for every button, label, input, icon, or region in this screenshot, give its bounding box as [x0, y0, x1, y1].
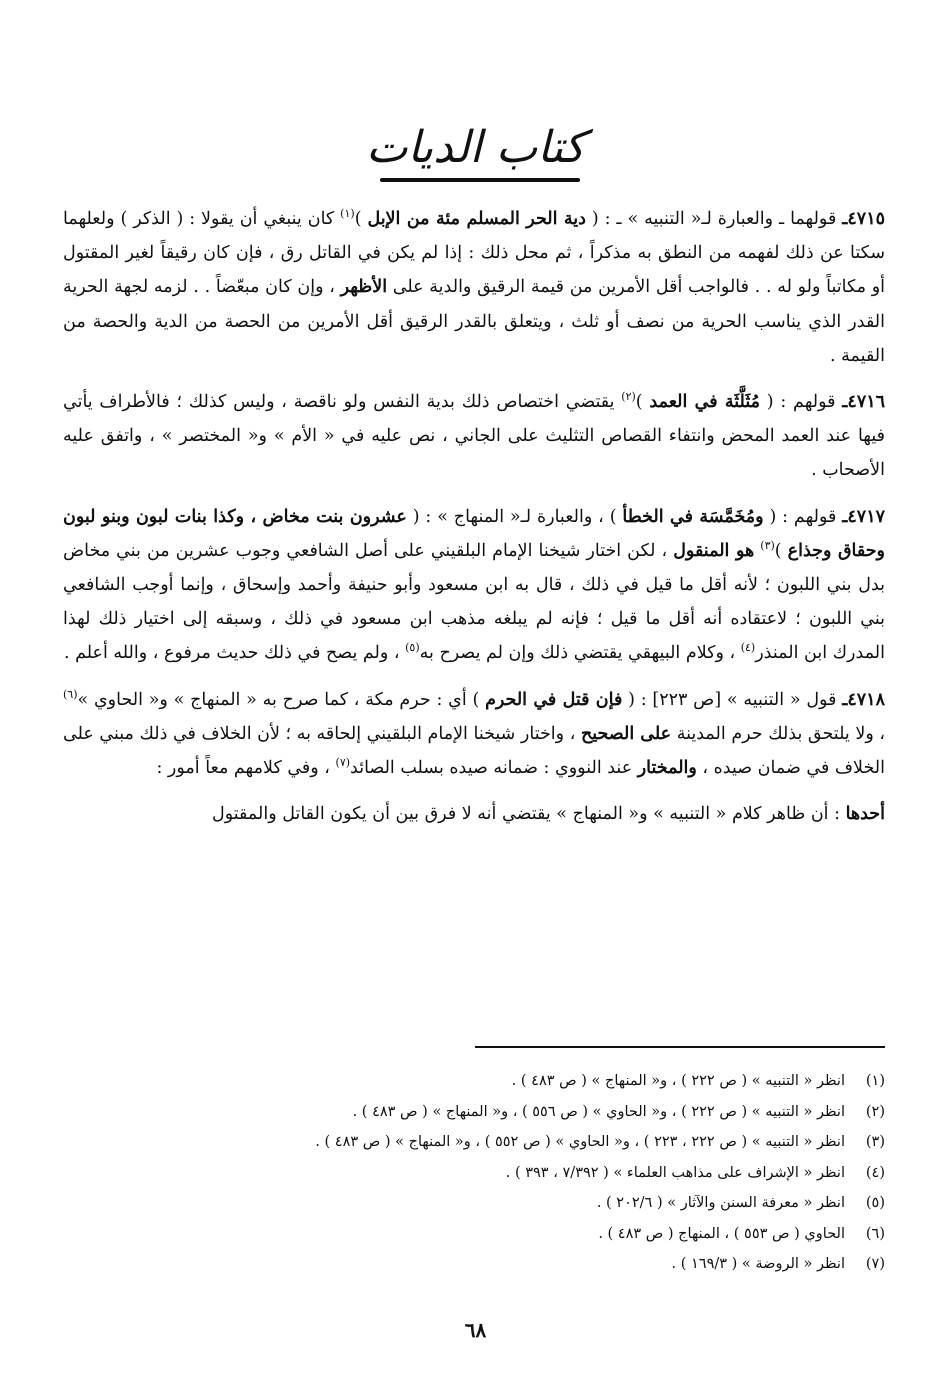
footnote-number: (١) [865, 1073, 885, 1089]
quoted-text: والمختار [637, 758, 697, 779]
footnote-ref[interactable]: (٢) [621, 390, 636, 404]
text-run: قولهم : ( [763, 506, 843, 527]
footnote-text: انظر « معرفة السنن والآثار » ( ٢٠٢/٦ ) . [596, 1195, 845, 1211]
footnote-number: (٦) [865, 1225, 885, 1242]
footnote-item [63, 1188, 885, 1219]
text-run: عند النووي : ضمانه صيده بسلب الصائد [350, 758, 638, 779]
footnote-ref[interactable]: (٥) [405, 641, 420, 655]
footnote-number: (٤) [865, 1164, 885, 1181]
text-run: يقتضي اختصاص ذلك بدية النفس ولو ناقصة ، وليس كذلك ؛ فالأطراف يأتي فيها عند العمد المحض وانتفاء القصاص التثليث على الجاني ، نص عليه في « الأم » و« المختصر » ، واتفق عليه الأصحاب . [63, 392, 885, 481]
footnote-item [63, 1158, 885, 1189]
text-run: ، واختار شيخنا الإمام البلقيني إلحاقه به ؛ لأن الخلاف في ذلك مبني على الخلاف في ضمان صيده ، [63, 723, 885, 779]
quoted-text: أحدها [845, 804, 885, 825]
text-run: ، وكلام البيهقي يقتضي ذلك وإن لم يصرح به [419, 643, 741, 664]
text-run: ) [774, 540, 788, 561]
text-run: ) [635, 392, 650, 413]
footnote-text: انظر « التنبيه » ( ص ٢٢٢ ) ، و« المنهاج » ( ص ٤٨٣ ) . [511, 1073, 845, 1089]
text-run: قولهم : ( [760, 392, 843, 413]
footnote-ref[interactable]: (٣) [760, 539, 775, 552]
footnote-text: الحاوي ( ص ٥٥٣ ) ، المنهاج ( ص ٤٨٣ ) . [598, 1225, 845, 1242]
text-run: قولهما ـ والعبارة لـ« التنبيه » ـ : ( [585, 209, 843, 229]
text-run: ، ولم يصح في ذلك حديث مرفوع ، والله أعلم . [63, 643, 406, 664]
footnote-number: (٥) [865, 1195, 885, 1211]
footnote-separator [475, 1046, 885, 1048]
footnote-ref[interactable]: (٧) [335, 756, 351, 770]
paragraph-4716 [63, 385, 885, 488]
text-run: ) [354, 209, 368, 229]
footnote-item [63, 1219, 885, 1250]
quoted-text: فإن قتل في الحرم [485, 689, 623, 710]
text-run: كان ينبغي أن يقولا : ( الذكر ) ولعلهما سكتا عن ذلك لفهمه من النطق به مذكراً ، ثم محل ذلك : إذا لم يكن في القاتل رق ، فإن كان رقيقاً لغير المقتول أو مكاتباً ولو له . . فالواجب أقل الأمرين من قيمة الرقيق والدية على [63, 209, 886, 298]
text-run: ، لكن اختار شيخنا الإمام البلقيني على أصل الشافعي وجوب عشرين من بني مخاض بدل بني اللبون ؛ لأنه أقل ما قيل في ذلك ، قال به ابن مسعود وأبو حنيفة وأحمد وإسحاق ، وإنما أوجب الشافعي بني اللبون ؛ لاعتقاده أنه أقل ما قيل ؛ فإنه لم يبلغه مذهب ابن مسعود في ذلك ، وسبقه إلى اختيار ذلك لهذا المدرك ابن المنذر [63, 540, 885, 664]
footnote-text: انظر « التنبيه » ( ص ٢٢٢ ، ٢٢٣ ) ، و« الحاوي » ( ص ٥٥٢ ) ، و« المنهاج » ( ص ٤٨٣ ) . [315, 1134, 845, 1150]
quoted-text: عشرون بنت مخاض ، وكذا بنات لبون وبنو لبون وحقاق وجذاع [63, 506, 885, 561]
quoted-text: ومُخَمَّسَة في الخطأ [622, 506, 764, 527]
footnote-number: (٣) [865, 1134, 885, 1150]
footnote-item [63, 1249, 885, 1280]
issue-number: ٤٧١٨ـ [842, 689, 885, 710]
text-run: : أن ظاهر كلام « التنبيه » و« المنهاج » يقتضي أنه لا فرق بين أن يكون القاتل والمقتول [212, 804, 846, 825]
quoted-text: دية الحر المسلم مئة من الإبل [367, 209, 586, 229]
text-run: ، وفي كلامهم معاً أمور : [156, 758, 336, 779]
page-number: ٦٨ [464, 1318, 487, 1342]
footnote-text: انظر « الروضة » ( ١٦٩/٣ ) . [671, 1256, 845, 1272]
text-run: ) أي : حرم مكة ، كما صرح به « المنهاج » و« الحاوي » [77, 689, 486, 710]
footnotes [63, 1066, 885, 1280]
footnote-ref[interactable]: (٦) [63, 687, 78, 701]
footnote-number: (٧) [865, 1256, 885, 1272]
issue-number: ٤٧١٥ـ [842, 209, 886, 229]
quoted-text: الأظهر [340, 277, 388, 298]
text-run: ، وإن كان مبعّضاً . . لزمه لجهة الحرية القدر الذي يناسب الحرية من نصف أو ثلث ، ويتعلق بالقدر الرقيق أقل الأمرين من الحصة من الدية والحصة من القيمة . [63, 277, 885, 366]
quoted-text: على الصحيح [580, 723, 672, 744]
footnote-ref[interactable]: (١) [340, 207, 355, 221]
issue-number: ٤٧١٦ـ [842, 392, 886, 413]
footnote-ref[interactable]: (٤) [740, 641, 756, 655]
paragraph-4718 [63, 683, 885, 786]
chapter-title: كتاب الديات [366, 122, 585, 173]
text-run: قول « التنبيه » [ص ٢٢٣] : ( [622, 689, 843, 710]
text-run: ) ، والعبارة لـ« المنهاج » : ( [406, 506, 623, 527]
footnote-item [63, 1066, 885, 1097]
footnote-text: انظر « التنبيه » ( ص ٢٢٢ ) ، و« الحاوي » ( ص ٥٥٦ ) ، و« المنهاج » ( ص ٤٨٣ ) . [352, 1103, 845, 1120]
title-flourish [380, 178, 580, 182]
footnote-item [63, 1127, 885, 1158]
footnote-number: (٢) [865, 1103, 885, 1120]
issue-number: ٤٧١٧ـ [842, 506, 886, 527]
footnote-item [63, 1097, 885, 1128]
paragraph-4715 [63, 202, 885, 373]
text-run: ، ولا يلتحق بذلك حرم المدينة [671, 723, 885, 744]
paragraph-4717 [63, 500, 885, 671]
paragraph-first-item [63, 797, 885, 831]
quoted-text: مُثَلَّثَة في العمد [649, 392, 761, 413]
footnote-text: انظر « الإشراف على مذاهب العلماء » ( ٧/٣٩٢ ، ٣٩٣ ) . [505, 1164, 845, 1181]
main-text [63, 202, 885, 831]
quoted-text: هو المنقول [673, 540, 755, 561]
